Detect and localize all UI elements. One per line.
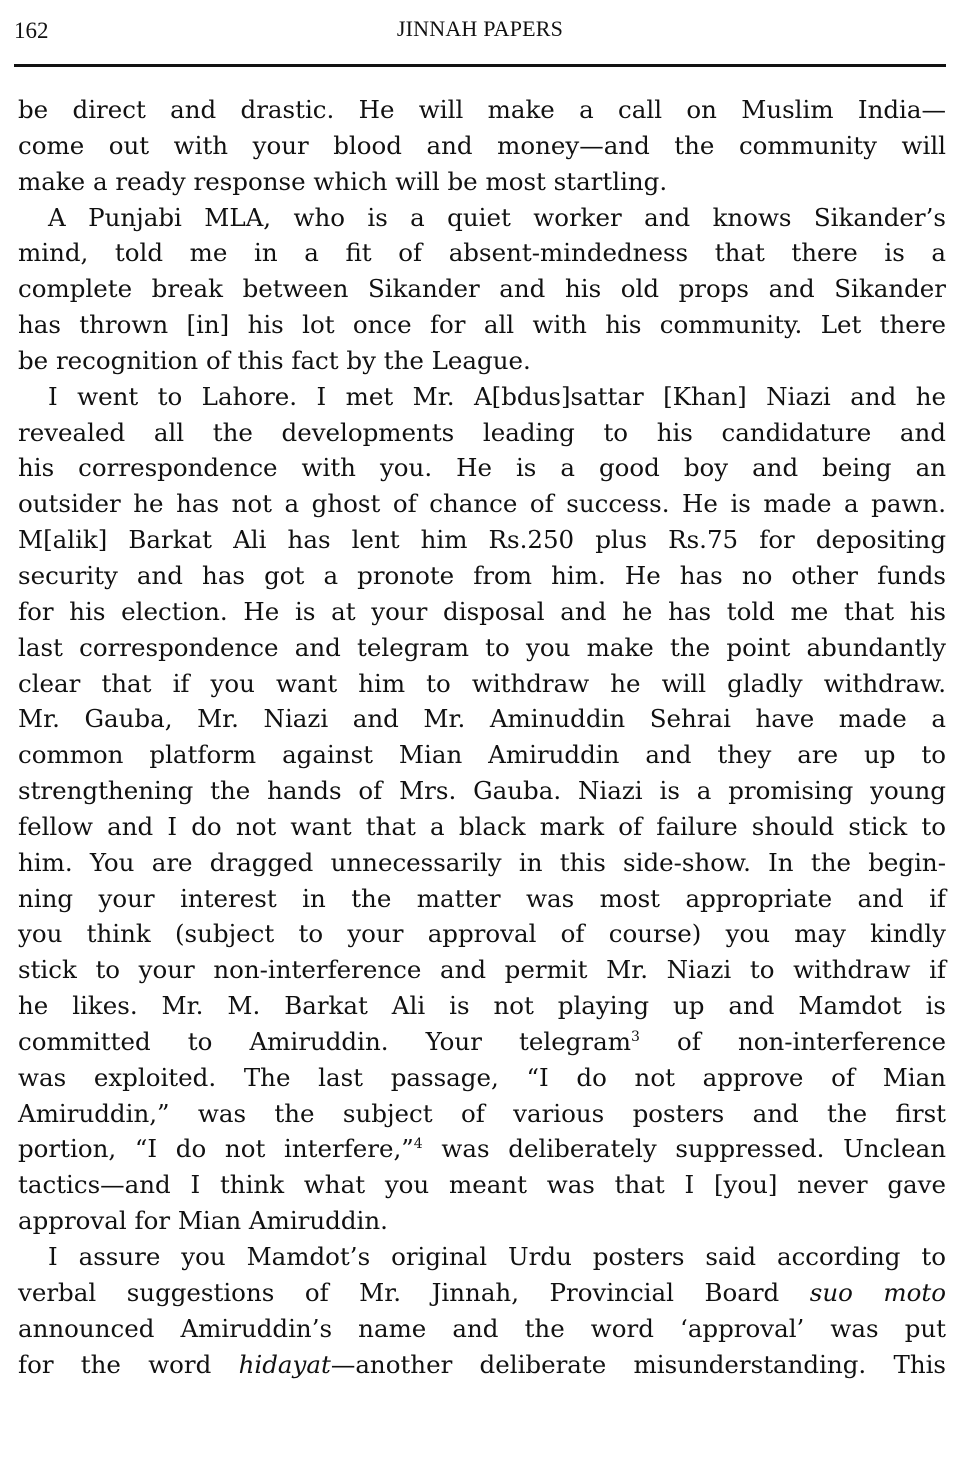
running-title: JINNAH PAPERS <box>396 16 564 41</box>
text-line: mind, told me in a fit of absent-mindedness that there is a <box>18 238 946 268</box>
text-line: stick to your non-interference and permit Mr. Niazi to withdraw if <box>18 955 946 985</box>
text-line: ning your interest in the matter was most appropriate and if <box>18 883 946 913</box>
italic-term: suo moto <box>809 1277 946 1307</box>
text-line: security and has got a pronote from him. He has no other funds <box>18 560 946 590</box>
text-line: revealed all the developments leading to his candidature and <box>18 417 946 447</box>
text-line-segment: portion, “I do not interfere,” <box>18 1134 414 1164</box>
text-line-segment: —another deliberate misunderstanding. This <box>330 1349 947 1379</box>
text-line: last correspondence and telegram to you make the point abundantly <box>18 632 946 662</box>
text-line-segment: was deliberately suppressed. Unclean <box>422 1134 946 1164</box>
text-line: fellow and I do not want that a black mark of failure should stick to <box>18 811 946 841</box>
text-line: announced Amiruddin’s name and the word ‘approval’ was put <box>18 1313 946 1343</box>
text-line <box>18 1131 946 1167</box>
text-line: tactics—and I think what you meant was that I [you] never gave <box>18 1170 946 1200</box>
text-line: make a ready response which will be most startling. <box>18 166 668 196</box>
text-line: common platform against Mian Amiruddin and they are up to <box>18 740 946 770</box>
text-line <box>18 1347 946 1383</box>
text-line: approval for Mian Amiruddin. <box>18 1206 388 1236</box>
text-line: he likes. Mr. M. Barkat Ali is not playing up and Mamdot is <box>18 991 946 1021</box>
text-line: clear that if you want him to withdraw he will gladly withdraw. <box>18 668 946 698</box>
text-line: be direct and drastic. He will make a call on Muslim India— <box>18 95 946 124</box>
text-line: complete break between Sikander and his old props and Sikander <box>18 274 946 304</box>
text-line <box>18 1275 946 1311</box>
text-line <box>18 1024 946 1060</box>
text-line: Mr. Gauba, Mr. Niazi and Mr. Aminuddin Sehrai have made a <box>18 704 946 734</box>
running-head <box>14 12 946 52</box>
text-line: his correspondence with you. He is a good boy and being an <box>18 453 946 483</box>
text-line: outsider he has not a ghost of chance of success. He is made a pawn. <box>18 489 946 519</box>
text-line: A Punjabi MLA, who is a quiet worker and knows Sikander’s <box>48 202 946 232</box>
text-line: for his election. He is at your disposal and he has told me that his <box>18 596 946 626</box>
text-line-segment: of non-interference <box>639 1026 946 1056</box>
text-line-segment: for the word <box>18 1349 239 1379</box>
italic-term: hidayat <box>238 1349 331 1379</box>
text-line: I assure you Mamdot’s original Urdu posters said according to <box>48 1242 946 1271</box>
text-line-segment: committed to Amiruddin. Your telegram <box>18 1026 631 1056</box>
text-line: be recognition of this fact by the League. <box>18 345 531 375</box>
body-text <box>18 92 946 1382</box>
text-line: Amiruddin,” was the subject of various posters and the first <box>18 1098 946 1128</box>
text-line: you think (subject to your approval of course) you may kindly <box>18 919 946 949</box>
header-rule <box>14 64 946 67</box>
text-line: I went to Lahore. I met Mr. A[bdus]sattar [Khan] Niazi and he <box>48 381 946 411</box>
text-line: him. You are dragged unnecessarily in this side-show. In the begin- <box>18 847 946 877</box>
text-line: has thrown [in] his lot once for all with his community. Let there <box>18 310 946 340</box>
text-line: M[alik] Barkat Ali has lent him Rs.250 plus Rs.75 for depositing <box>18 525 946 555</box>
footnote-marker: 4 <box>413 1136 423 1153</box>
text-line: strengthening the hands of Mrs. Gauba. Niazi is a promising young <box>18 776 946 806</box>
footnote-marker: 3 <box>630 1028 640 1045</box>
text-line-segment: verbal suggestions of Mr. Jinnah, Provincial Board <box>18 1277 810 1307</box>
text-line: come out with your blood and money—and the community will <box>18 130 946 160</box>
page-number: 162 <box>14 18 49 43</box>
text-line: was exploited. The last passage, “I do not approve of Mian <box>18 1062 946 1092</box>
